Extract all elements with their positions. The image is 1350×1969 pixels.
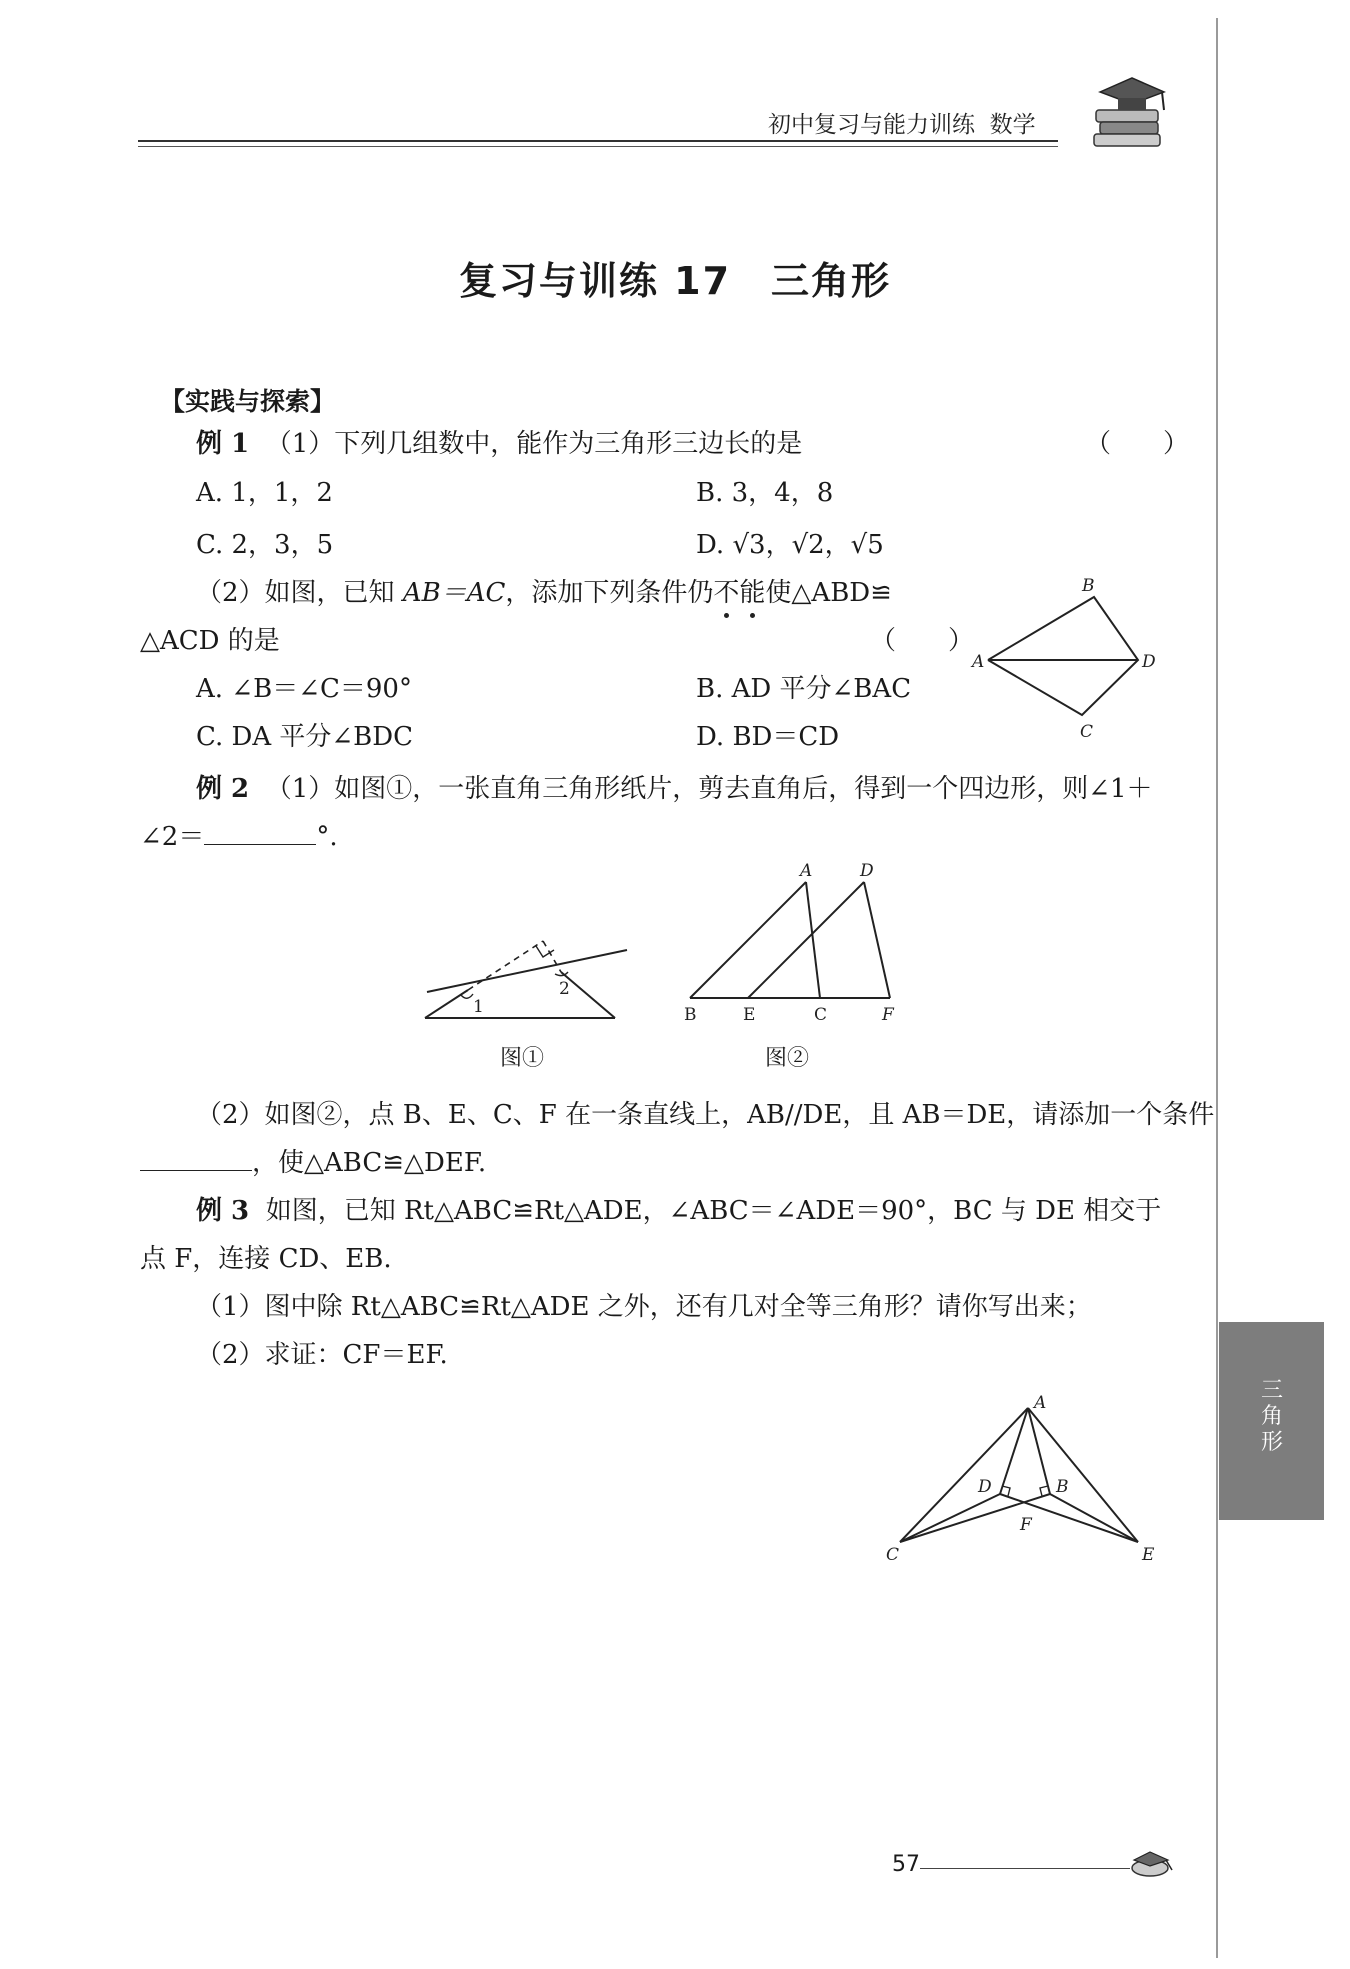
ex2-fig2-caption: 图② [765,1046,810,1071]
ex2-q2-line2 [140,1146,486,1180]
running-header [768,106,1036,139]
ex1-q2-option-b: B. AD 平分∠BAC [696,674,912,704]
ex1-q1-stem [196,427,802,461]
ex2-fig1-cut-line [427,950,627,992]
ex2-fig2-label-b: B [684,1005,697,1025]
ex2-q1-answer-blank[interactable] [204,820,316,845]
footer-rule [920,1868,1130,1869]
header-rule [138,140,1058,142]
ex2-fig1-cut-left-dashed [468,941,543,990]
ex2-fig1-left-side [425,990,468,1018]
page-number: 57 [892,1852,920,1877]
ex3-fig-label-d: D [978,1477,992,1497]
ex1-fig-label-a: A [972,652,985,672]
header-subject: 数学 [989,112,1036,138]
ex1-q2-mid: ，添加下列条件仍 [505,578,714,608]
section-heading: 【实践与探索】 [160,387,336,416]
ex2-fig1-label-2: 2 [559,979,570,999]
ex1-q1-option-d-prefix: D. [696,530,733,560]
ex3-fig-label-a: A [1034,1393,1047,1413]
ex3-line1-text: 如图，已知 Rt△ABC≌Rt△ADE，∠ABC＝∠ADE＝90°，BC 与 DE 相交于 [265,1196,1162,1226]
footer-books-icon [1128,1846,1174,1880]
ex2-fig2-ac [806,882,820,998]
ex2-fig2-label-c: C [814,1005,828,1025]
ex1-q2-condition: AB＝AC [402,578,506,608]
ex2-fig2-ab [690,882,806,998]
ex1-q2-emph-can: 能 [739,578,766,608]
ex1-q1-option-d-values: √3，√2，√5 [732,530,884,560]
ex3-fig-label-f: F [1020,1515,1032,1535]
ex2-fig2-label-f: F [882,1005,894,1025]
ex2-figure-1 [415,890,630,1030]
ex2-fig2-label-a: A [800,861,813,881]
ex1-q2-pre: （2）如图，已知 [196,578,403,608]
ex2-figure-2 [676,860,906,1030]
ex2-fig2-label-d: D [860,861,874,881]
chapter-side-tab-label: 三角形 [1260,1378,1283,1455]
ex1-fig-label-b: B [1082,576,1095,596]
ex1-q2-line2: △ACD 的是 [140,626,280,656]
ex2-q2-answer-blank[interactable] [140,1146,252,1171]
ex2-fig1-label-1: 1 [473,997,484,1017]
ex2-q1-line1 [196,772,1153,806]
ex3-fig-eb [1050,1494,1138,1542]
ex2-label: 例 2 [196,774,250,804]
ex1-q2-emph-not: 不 [713,578,740,608]
ex3-fig-label-b: B [1056,1477,1069,1497]
ex3-q2: （2）求证：CF＝EF. [196,1340,448,1370]
ex2-q1-line2 [140,820,338,854]
ex1-q1-option-c: C. 2，3，5 [196,530,334,560]
ex2-fig1-caption: 图① [500,1046,545,1071]
header-rule-thin [138,146,1058,147]
ex1-q1-option-b: B. 3，4，8 [696,478,834,508]
ex1-q1-text: （1）下列几组数中，能作为三角形三边长的是 [265,429,803,459]
ex2-fig1-angle-1-arc [461,994,473,998]
ex1-q1-answer-paren: （ ） [1085,429,1190,459]
ex3-fig-label-c: C [886,1545,900,1565]
page-title: 复习与训练 17 三角形 [458,259,892,303]
ex3-q1: （1）图中除 Rt△ABC≌Rt△ADE 之外，还有几对全等三角形？请你写出来； [196,1292,1092,1322]
ex1-fig-label-c: C [1080,722,1094,742]
ex1-q2-line1 [196,576,892,610]
ex1-label: 例 1 [196,429,250,459]
header-book-title: 初中复习与能力训练 [768,112,975,138]
ex1-fig-label-d: D [1142,652,1156,672]
ex1-q1-option-d [696,528,884,562]
ex3-fig-cd [900,1494,1000,1542]
ex1-fig-kite [988,597,1138,715]
ex2-q1-line2-pre: ∠2＝ [140,822,205,852]
ex1-q2-answer-paren: （ ） [870,626,975,656]
ex1-q1-option-a: A. 1，1，2 [196,478,333,508]
ex2-fig2-label-e: E [743,1005,756,1025]
books-icon [1090,70,1170,154]
ex3-line1 [196,1194,1161,1228]
ex1-q2-option-a: A. ∠B＝∠C＝90° [196,674,412,704]
ex2-fig2-df [864,882,890,998]
ex2-q2-line1: （2）如图②，点 B、E、C、F 在一条直线上，AB//DE，且 AB＝DE，请添加一个条件 [196,1100,1215,1130]
ex2-fig2-de [748,882,864,998]
ex3-line2: 点 F，连接 CD、EB. [140,1244,392,1274]
ex2-q1-text: （1）如图①，一张直角三角形纸片，剪去直角后，得到一个四边形，则∠1＋ [265,774,1153,804]
ex1-q2-end: 使△ABD≌ [765,578,892,608]
ex3-figure [870,1390,1170,1570]
ex3-label: 例 3 [196,1196,250,1226]
ex3-fig-ad [1000,1408,1028,1494]
ex1-q2-option-c: C. DA 平分∠BDC [196,722,414,752]
ex3-fig-label-e: E [1142,1545,1155,1565]
ex1-figure [970,575,1170,755]
ex1-q2-option-d: D. BD＝CD [696,722,840,752]
page-margin-line [1216,18,1218,1958]
ex2-q1-line2-post: °. [316,822,338,852]
ex2-q2-line2-post: ，使△ABC≌△DEF. [252,1148,487,1178]
